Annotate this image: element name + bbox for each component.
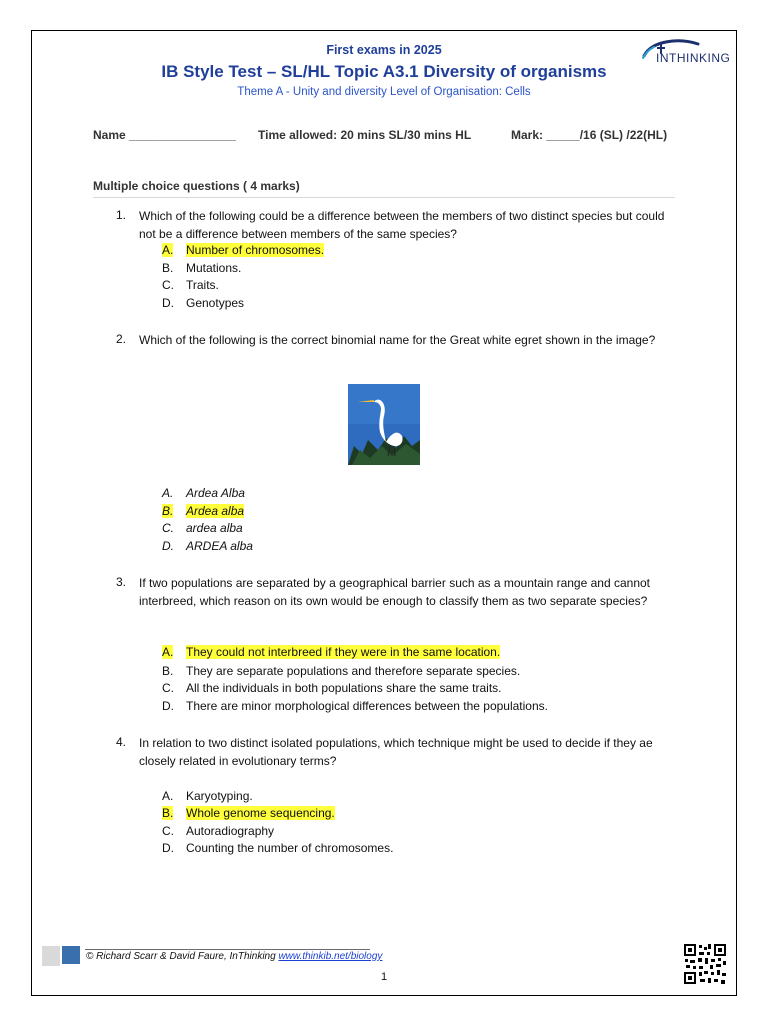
- inthinking-logo: [640, 38, 730, 70]
- great-white-egret-image: [348, 384, 420, 465]
- qr-code-icon: [683, 943, 727, 985]
- page-number: 1: [380, 971, 388, 983]
- question-text: Which of the following is the correct binomial name for the Great white egret shown in the image?: [139, 333, 656, 347]
- theme-line: Theme A - Unity and diversity Level of Organisation: Cells: [237, 86, 531, 98]
- option-text: They are separate populations and therefore separate species.: [186, 664, 521, 678]
- option-letter: C.: [162, 681, 174, 695]
- question-text: Which of the following could be a difference between the members of two distinct species but could not be a difference between members of the same species?: [139, 209, 665, 241]
- option-letter: A.: [162, 243, 174, 257]
- page-title: IB Style Test – SL/HL Topic A3.1 Diversity of organisms: [161, 62, 607, 81]
- question-text: In relation to two distinct isolated populations, which technique might be used to decide if they ae closely related in evolutionary terms?: [139, 736, 653, 768]
- option-text: Number of chromosomes.: [186, 243, 325, 257]
- option-letter: D.: [162, 841, 174, 855]
- option-letter: D.: [162, 699, 174, 713]
- question-number: 2.: [116, 332, 127, 346]
- option-letter: C.: [162, 521, 174, 535]
- option-letter: A.: [162, 486, 174, 500]
- copyright-text: © Richard Scarr & David Faure, InThinking: [86, 951, 276, 962]
- option-letter: C.: [162, 824, 174, 838]
- name-field: Name ________________: [93, 128, 236, 142]
- option-text: Traits.: [186, 278, 219, 292]
- section-heading: Multiple choice questions ( 4 marks): [93, 179, 300, 193]
- option-text: Whole genome sequencing.: [186, 806, 335, 820]
- option-text: They could not interbreed if they were in the same location.: [186, 645, 501, 659]
- option-text: Genotypes: [186, 296, 245, 310]
- question-number: 1.: [116, 208, 127, 222]
- option-text: All the individuals in both populations share the same traits.: [186, 681, 502, 695]
- option-text: There are minor morphological differences between the populations.: [186, 699, 548, 713]
- option-letter: D.: [162, 539, 174, 553]
- option-letter: A.: [162, 789, 174, 803]
- option-text: ARDEA alba: [186, 539, 253, 553]
- section-divider: [93, 197, 675, 198]
- option-letter: A.: [162, 645, 174, 659]
- time-allowed: Time allowed: 20 mins SL/30 mins HL: [258, 128, 472, 142]
- logo-text: INTHINKING: [656, 51, 731, 65]
- thinkib-link[interactable]: www.thinkib.net/biology: [278, 951, 383, 962]
- option-letter: B.: [162, 504, 174, 518]
- option-text: Counting the number of chromosomes.: [186, 841, 394, 855]
- option-text: Autoradiography: [186, 824, 275, 838]
- footer-credit: [86, 951, 382, 962]
- option-text: Ardea alba: [186, 504, 245, 518]
- option-text: Ardea Alba: [186, 486, 245, 500]
- footer-decoration: [42, 946, 82, 966]
- option-letter: B.: [162, 664, 174, 678]
- option-letter: B.: [162, 261, 174, 275]
- exam-year-note: First exams in 2025: [326, 43, 442, 57]
- question-text: If two populations are separated by a geographical barrier such as a mountain range and cannot interbreed, which reason on its own would be enough to classify them as two separate species?: [139, 576, 650, 608]
- question-number: 3.: [116, 575, 127, 589]
- mark-field: Mark: _____/16 (SL) /22(HL): [511, 128, 668, 142]
- option-letter: C.: [162, 278, 174, 292]
- option-text: Mutations.: [186, 261, 242, 275]
- option-letter: D.: [162, 296, 174, 310]
- footer-divider: [85, 949, 370, 950]
- option-text: ardea alba: [186, 521, 243, 535]
- option-letter: B.: [162, 806, 174, 820]
- option-text: Karyotyping.: [186, 789, 253, 803]
- question-number: 4.: [116, 735, 127, 749]
